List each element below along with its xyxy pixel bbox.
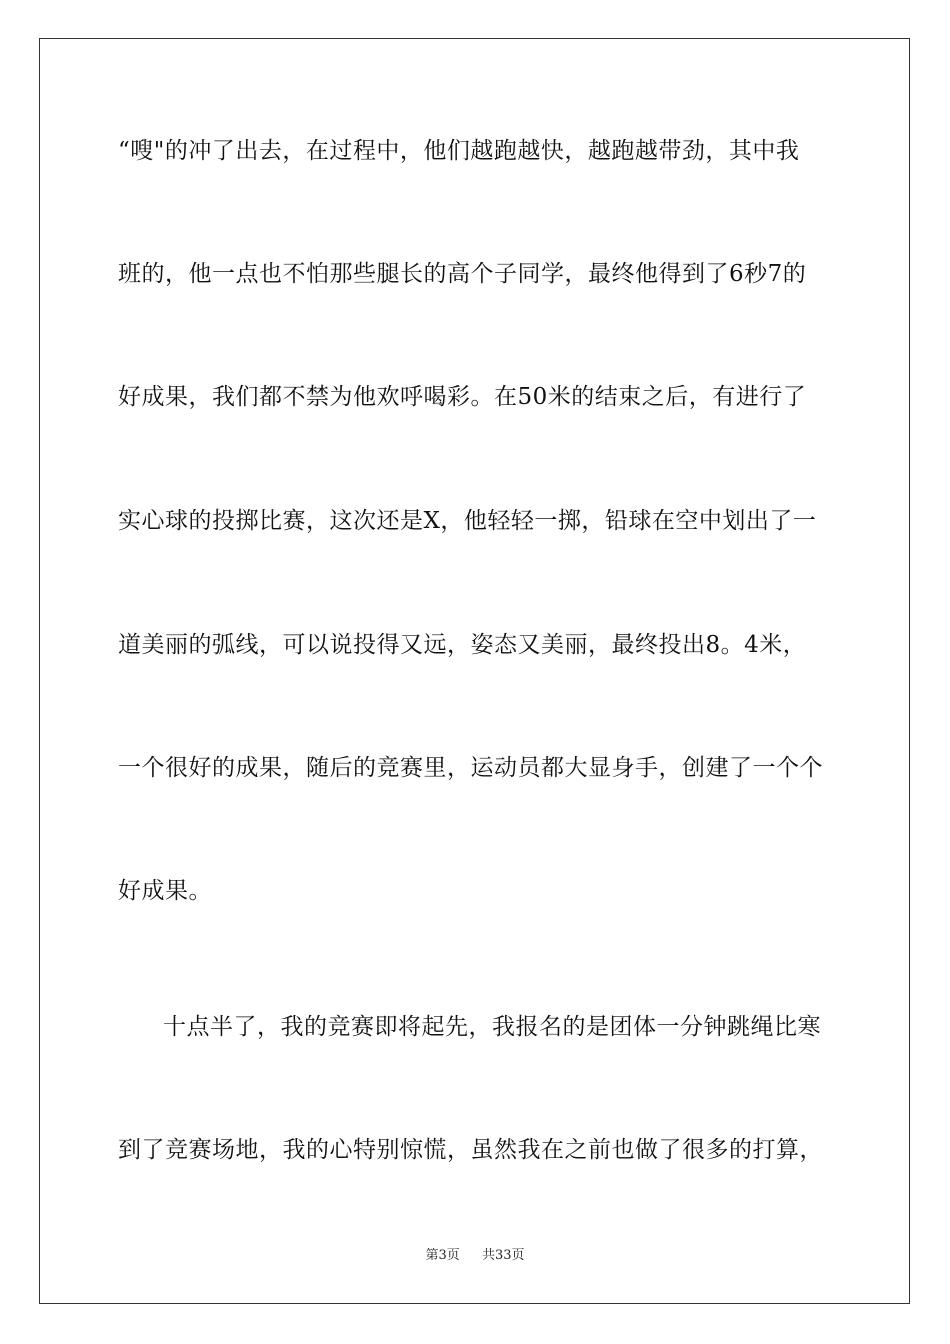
paragraph-start-line: 十点半了，我的竞赛即将起先，我报名的是团体一分钟跳绳比寒 [163,1014,821,1040]
page-footer [0,1247,950,1265]
body-text-line: 好成果，我们都不禁为他欢呼喝彩。在50米的结束之后，有进行了 [118,384,807,410]
body-text-line: 实心球的投掷比赛，这次还是X，他轻轻一掷，铅球在空中划出了一 [118,508,817,534]
body-text-line: 道美丽的弧线，可以说投得又远，姿态又美丽，最终投出8。4米， [118,632,807,658]
page-border [39,38,910,1304]
total-pages: 共33页 [482,1248,525,1263]
body-text-line: 好成果。 [118,878,212,904]
body-text-line: 一个很好的成果，随后的竞赛里，运动员都大显身手，创建了一个个 [118,755,823,781]
body-text-line: 班的，他一点也不怕那些腿长的高个子同学，最终他得到了6秒7的 [118,261,807,287]
body-text-line: “嗖"的冲了出去，在过程中，他们越跑越快，越跑越带劲，其中我 [118,138,800,164]
body-text-line: 到了竞赛场地，我的心特别惊慌，虽然我在之前也做了很多的打算， [118,1137,823,1163]
page-number: 第3页 [425,1248,460,1263]
